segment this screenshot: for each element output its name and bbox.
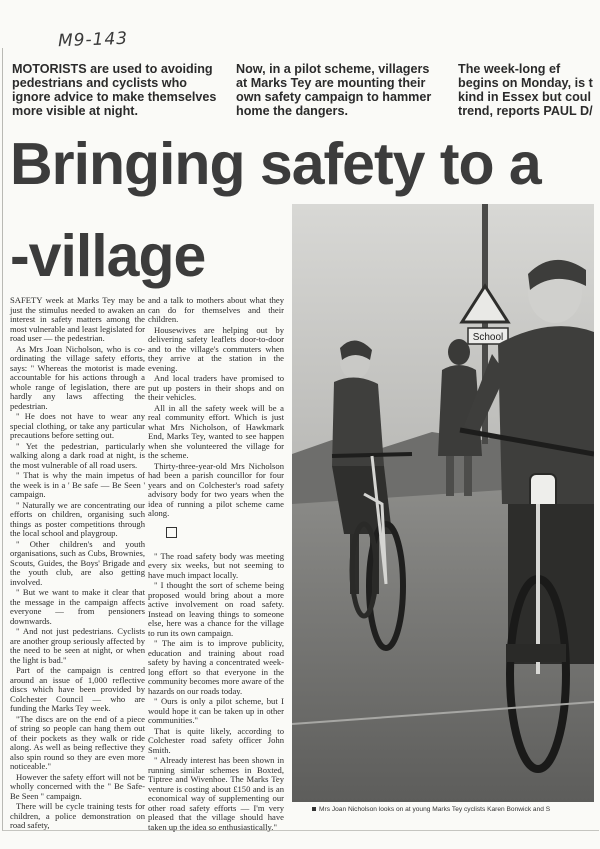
intro-column-2: Now, in a pilot scheme, villagers at Marks Tey are mounting their own safety campaign to hammer home the dangers. [236,62,432,118]
woman-leg [464,456,472,496]
article-paragraph: " That is why the main impetus of the week is in a ' Be safe — Be Seen ' campaign. [10,470,145,499]
article-paragraph: As Mrs Joan Nicholson, who is co-ordinating the village safety efforts, says: " Whereas the motorist is made accountable for his actions through a whole range of legislation, there are hardly any laws affecting the pedestrian. [10,343,145,411]
intro-column-1: MOTORISTS are used to avoiding pedestrians and cyclists who ignore advice to make themselves more visible at night. [12,62,217,118]
photo-caption [312,806,600,813]
boy-shoe [506,644,566,662]
headline-line-1: Bringing safety to a [10,131,541,197]
intro-col3-line-1: The week-long ef [458,62,561,76]
article-paragraph: There will be cycle training tests for children, a police demonstration on road safety, [10,801,145,830]
news-photo [292,204,594,802]
article-paragraph: SAFETY week at Marks Tey may be just the stimulus needed to awaken an interest in safety matters among the most vulnerable and least legislated for road user — the pedestrian. [10,295,145,343]
intro-col3-line-3: kind in Essex but coul [458,90,591,104]
article-paragraph: " The road safety body was meeting every six weeks, but not seeming to have much impact locally. [148,550,284,580]
photo-illustration [292,204,594,802]
intro-col3-line-2: begins on Monday, is t [458,76,593,90]
article-column-1 [10,296,145,832]
article-paragraph: " He does not have to wear any special clothing, or take any particular precautions before setting out. [10,411,145,440]
article-paragraph: Housewives are helping out by delivering safety leaflets door-to-door and to the village's commuters when they arrive at the station in the evening. [148,324,284,373]
caption-bullet-icon [312,807,316,811]
intro-column-3 [458,62,600,118]
article-paragraph: " Naturally we are concentrating our efforts on children, organising such things as poster competitions through the local school and playgroup. [10,499,145,538]
article-paragraph: Thirty-three-year-old Mrs Nicholson had been a parish councillor for four years and on Colchester's road safety advisory body for two years when the idea of running a pilot scheme came along. [148,460,284,518]
article-paragraph: Part of the campaign is centred around an issue of 1,000 reflective discs which have been provided by Colchester Council — who are funding the Marks Tey week. [10,665,145,713]
article-paragraph: " The aim is to improve publicity, education and training about road safety by having a concentrated week-long effort so that everyone in the community becomes more aware of the hazards on our roads today. [148,638,284,696]
article-paragraph: " Ours is only a pilot scheme, but I would hope it can be taken up in other communities." [148,696,284,725]
section-break-box [166,527,177,538]
article-paragraph: And local traders have promised to put up posters in their shops and on their vehicles. [148,373,284,402]
article-paragraph: " Other children's and youth organisations, such as Cubs, Brownies, Scouts, Guides, the Boys' Brigade and the youth club, are also getting involved. [10,538,145,587]
woman-head [448,339,470,365]
article-paragraph: " I thought the sort of scheme being proposed would bring about a more active involvement on road safety. Instead on leaving things to someone else, here was a chance for the village to run its own campaign. [148,580,284,638]
handwritten-reference: M9-143 [57,28,129,52]
article-paragraph: All in all the safety week will be a real community effort. Which is just what Mrs Nicholson, of Hawkmark End, Marks Tey, wanted to see happen when she volunteered the village for the scheme. [148,402,284,460]
article-column-2 [148,296,284,833]
article-paragraph: " But we want to make it clear that the message in the campaign affects everyone — from pensioners downwards. [10,587,145,626]
article-paragraph: That is quite likely, according to Colchester road safety officer John Smith. [148,725,284,755]
caption-text: Mrs Joan Nicholson looks on at young Marks Tey cyclists Karen Bonwick and S [319,806,551,813]
article-paragraph: However the safety effort will not be wholly concerned with the " Be Safe-Be Seen " campaign. [10,771,145,801]
intro-col3-line-4: trend, reports PAUL D/ [458,104,593,118]
article-paragraph: " Already interest has been shown in running similar schemes in Boxted, Tiptree and Wivenhoe. The Marks Tey venture is costing about £150 and is an economical way of supplementing our other road safety efforts — I'm very pleased that the village should have taken up the idea so enthusiastically." [148,755,284,832]
girl-bike-handlebar [332,454,412,456]
article-paragraph: " And not just pedestrians. Cyclists are another group seriously affected by the need to be seen at night, or when the light is bad." [10,626,145,665]
school-sign-text: School [472,332,504,343]
woman-leg [446,456,454,496]
girl-jumper [332,377,384,466]
article-paragraph: " Yet the pedestrian, particularly walking along a dark road at night, is the most vulnerable of all road users. [10,440,145,470]
article-paragraph: and a talk to mothers about what they can do for themselves and their children. [148,295,284,324]
article-paragraph: "The discs are on the end of a piece of string so people can hang them out of their pockets as they walk or ride along. As well as being reflective they also spin round so they are even more noticeable." [10,713,145,771]
headline-line-2: -village [10,223,206,289]
